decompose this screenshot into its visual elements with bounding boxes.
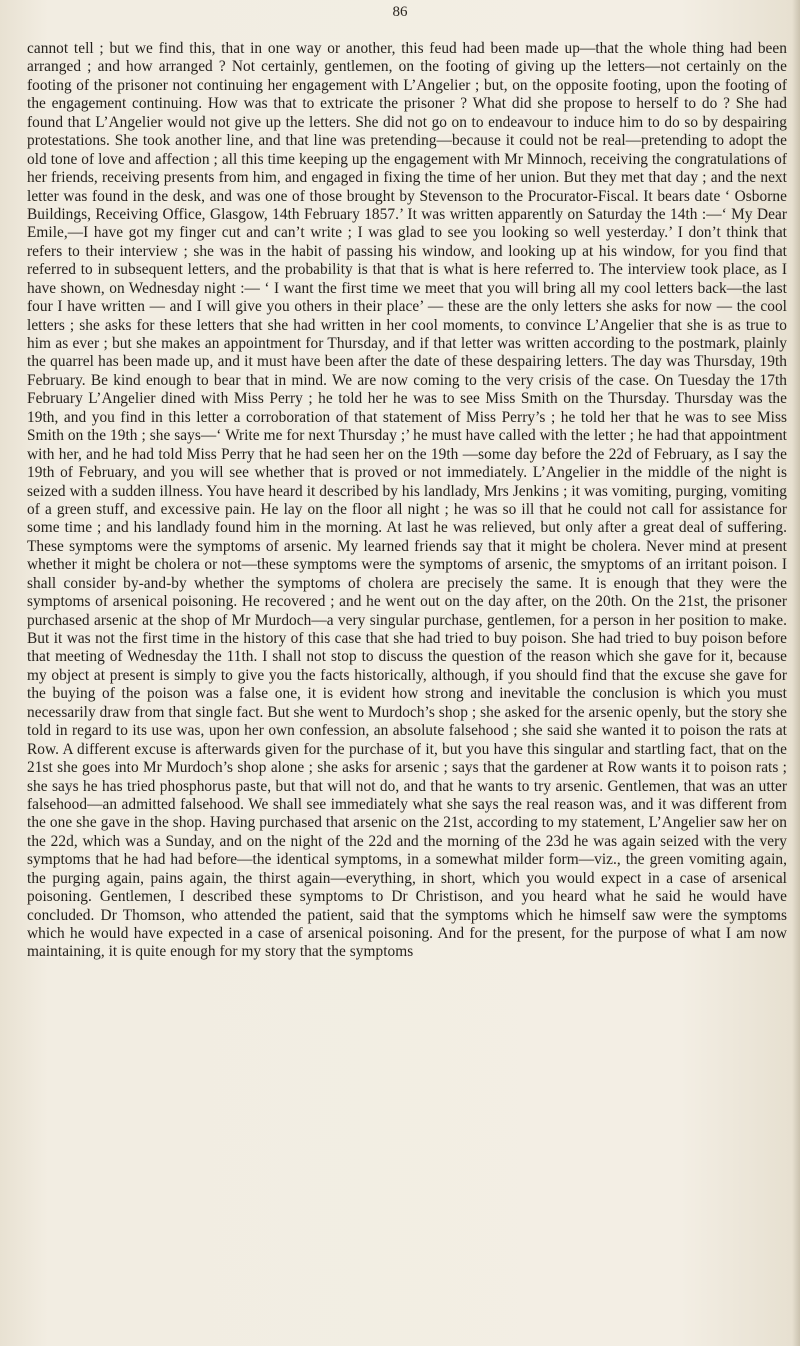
- body-paragraph: cannot tell ; but we find this, that in one way or another, this feud had been made up—that the whole thing had been arranged ; and how arranged ? Not certainly, gentlemen, on the footing of giving up the letters—not certainly on the footing of the prisoner not continuing her engagement with L’Angelier ; but, on the opposite footing, upon the footing of the engagement continuing. How was that to extricate the prisoner ? What did she propose to herself to do ? She had found that L’Angelier would not give up the letters. She did not go on to endeavour to induce him to do so by despairing protestations. She took another line, and that line was pretending—because it could not be real—pretending to adopt the old tone of love and affection ; all this time keeping up the engagement with Mr Minnoch, receiving the congratulations of her friends, receiving presents from him, and engaged in fixing the time of her union. But they met that day ; and the next letter was found in the desk, and was one of those brought by Stevenson to the Procurator-Fiscal. It bears date ‘ Osborne Buildings, Receiving Office, Glasgow, 14th February 1857.’ It was written apparently on Saturday the 14th :—‘ My Dear Emile,—I have got my finger cut and can’t write ; I was glad to see you looking so well yesterday.’ I don’t think that refers to their interview ; she was in the habit of passing his window, and looking up at his window, for you find that referred to in subsequent letters, and the probability is that that is what is here referred to. The interview took place, as I have shown, on Wednesday night :— ‘ I want the first time we meet that you will bring all my cool letters back—the last four I have written — and I will give you others in their place’ — these are the only letters she asks for now — the cool letters ; she asks for these letters that she had written in her cool moments, to convince L’Angelier that she is as true to him as ever ; but she makes an appointment for Thursday, and if that letter was written according to the postmark, plainly the quarrel has been made up, and it must have been after the date of these despairing letters. The day was Thursday, 19th February. Be kind enough to bear that in mind. We are now coming to the very crisis of the case. On Tuesday the 17th February L’Angelier dined with Miss Perry ; he told her he was to see Miss Smith on the Thursday. Thursday was the 19th, and you find in this letter a corroboration of that statement of Miss Perry’s ; he told her that he was to see Miss Smith on the 19th ; she says—‘ Write me for next Thursday ;’ he must have called with the letter ; he had that appointment with her, and he had told Miss Perry that he had seen her on the 19th —some day before the 22d of February, as I say the 19th of February, and you will see whether that is proved or not immediately. L’Angelier in the middle of the night is seized with a sudden illness. You have heard it described by his landlady, Mrs Jenkins ; it was vomiting, purging, vomiting of a green stuff, and excessive pain. He lay on the floor all night ; he was so ill that he could not call for assistance for some time ; and his landlady found him in the morning. At last he was relieved, but only after a great deal of suffering. These symptoms were the symptoms of arsenic. My learned friends say that it might be cholera. Never mind at present whether it might be cholera or not—these symptoms were the symptoms of arsenic, the smyptoms of an irritant poison. I shall consider by-and-by whether the symptoms of cholera are precisely the same. It is enough that they were the symptoms of arsenical poisoning. He recovered ; and he went out on the day after, on the 20th. On the 21st, the prisoner purchased arsenic at the shop of Mr Murdoch—a very singular purchase, gentlemen, for a person in her position to make. But it was not the first time in the history of this case that she had tried to buy poison. She had tried to buy poison before that meeting of Wednesday the 11th. I shall not stop to discuss the question of the reason which she gave for it, because my object at present is simply to give you the facts historically, although, if you should find that the excuse she gave for the buying of the poison was a false one, it is evident how strong and inevitable the conclusion is which you must necessarily draw from that single fact. But she went to Murdoch’s shop ; she asked for the arsenic openly, but the story she told in regard to its use was, upon her own confession, an absolute falsehood ; she said she wanted it to poison the rats at Row. A different excuse is afterwards given for the purchase of it, but you have this singular and startling fact, that on the 21st she goes into Mr Murdoch’s shop alone ; she asks for arsenic ; says that the gardener at Row wants it to poison rats ; she says he has tried phosphorus paste, but that will not do, and that he wants to try arsenic. Gentlemen, that was an utter falsehood—an admitted falsehood. We shall see immediately what she says the real reason was, and it was different from the one she gave in the shop. Having purchased that arsenic on the 21st, according to my statement, L’Angelier saw her on the 22d, which was a Sunday, and on the night of the 22d and the morning of the 23d he was again seized with the very symptoms that he had had before—the identical symptoms, in a somewhat milder form—viz., the green vomiting again, the purging again, pains again, the thirst again—everything, in short, which you would expect in a case of arsenical poisoning. Gentlemen, I described these symptoms to Dr Christison, and you heard what he said he would have concluded. Dr Thomson, who attended the patient, said that the symptoms which he himself saw were the symptoms which he would have expected in a case of arsenical poisoning. And for the present, for the purpose of what I am now maintaining, it is quite enough for my story that the symptoms: [27, 40, 787, 961]
- page-edge-shadow: [792, 0, 800, 1346]
- body-text: [27, 40, 787, 962]
- page-number: 86: [392, 4, 408, 20]
